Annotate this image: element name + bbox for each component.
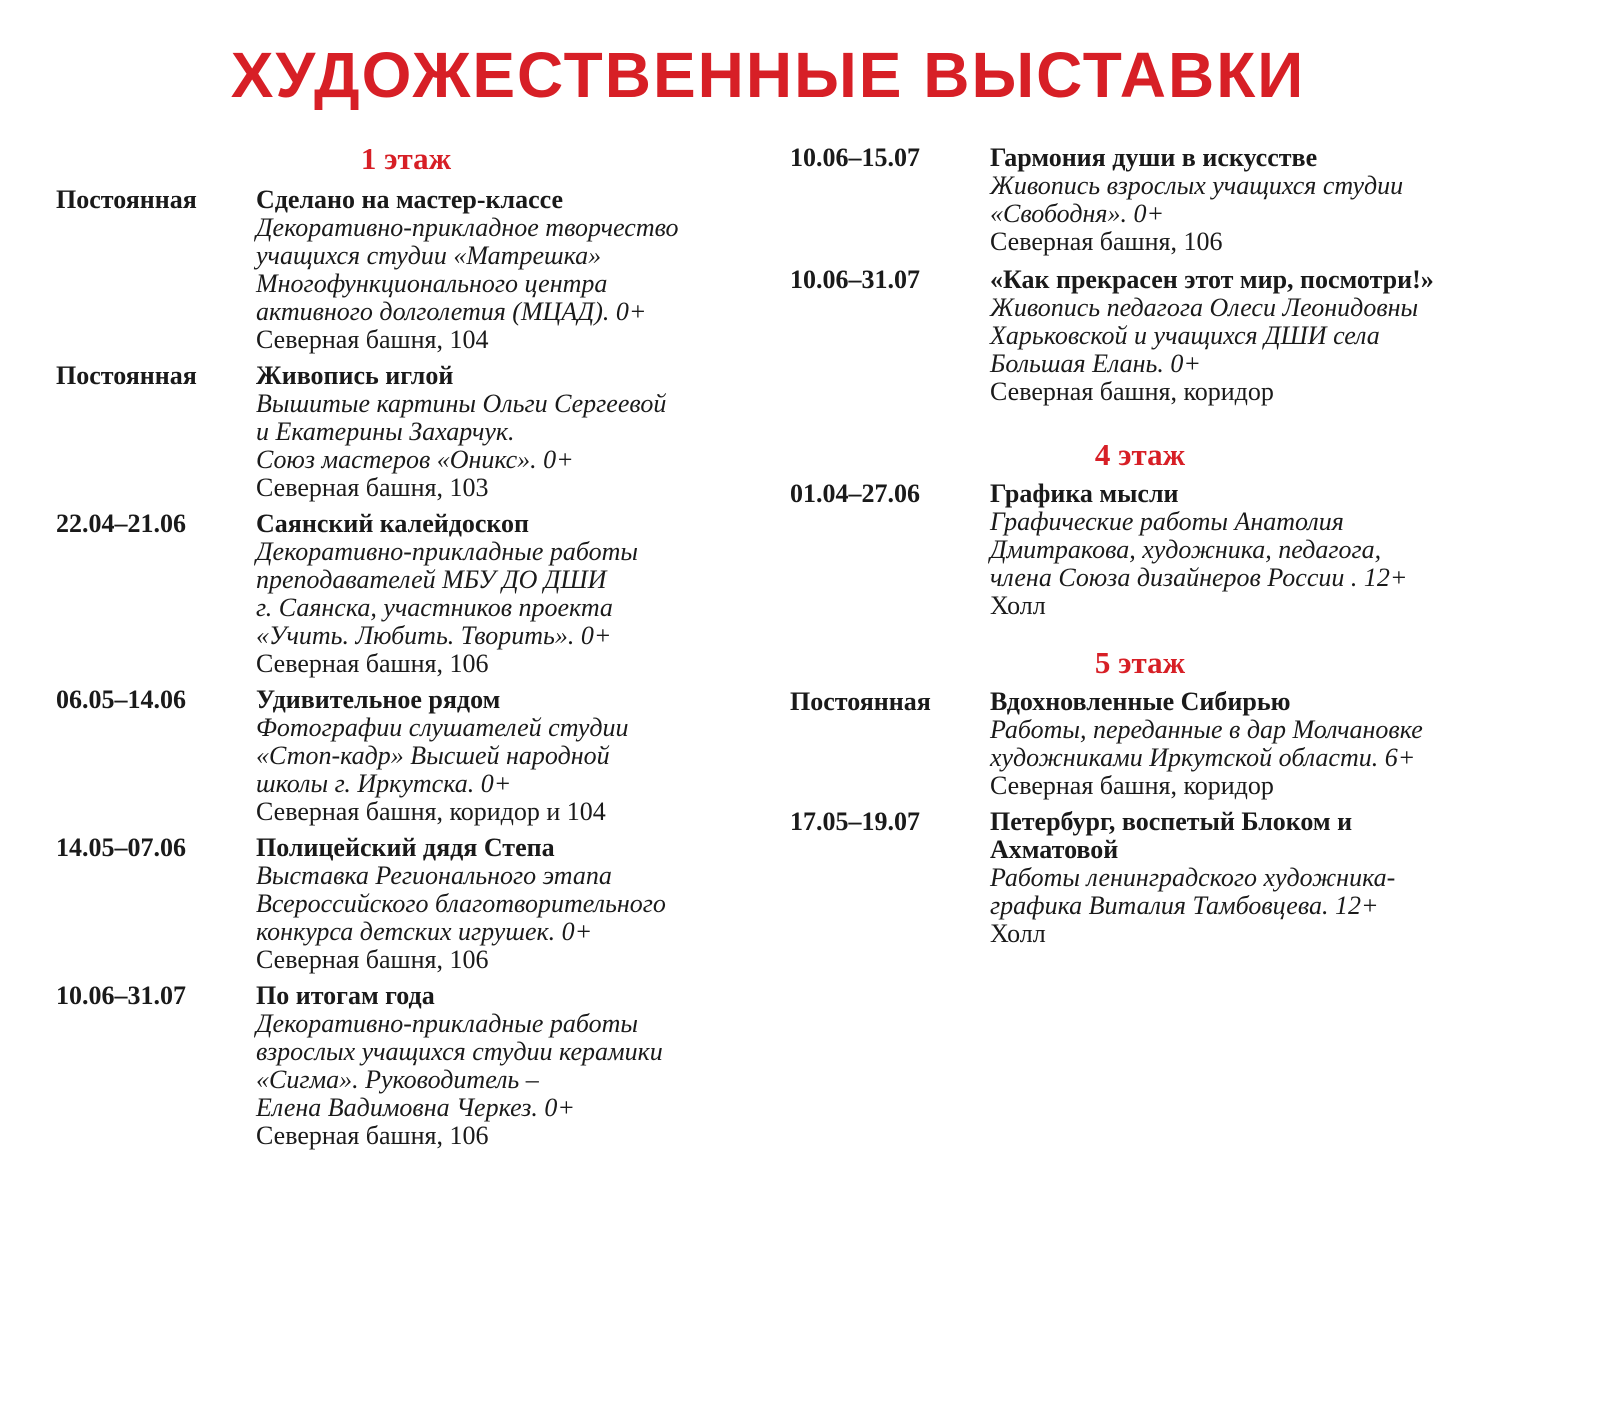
- exhibition-date: 06.05–14.06: [56, 685, 186, 714]
- right-column: [790, 140, 1580, 948]
- exhibition-location: Северная башня, коридор и 104: [256, 797, 606, 826]
- page-title: ХУДОЖЕСТВЕННЫЕ ВЫСТАВКИ: [230, 39, 1306, 111]
- exhibition-title: Полицейский дядя Степа: [256, 833, 555, 862]
- exhibition-title: Саянский калейдоскоп: [256, 509, 530, 538]
- exhibition-description: Живопись педагога Олеси Леонидовны Харьковской и учащихся ДШИ села Большая Елань. 0+: [990, 293, 1419, 378]
- exhibition-title: Вдохновленные Сибирью: [990, 687, 1291, 716]
- exhibition-date: 01.04–27.06: [790, 479, 920, 508]
- exhibition-description: Графические работы Анатолия Дмитракова, художника, педагога, члена Союза дизайнеров России . 12+: [990, 507, 1408, 592]
- exhibition-location: Северная башня, 106: [256, 945, 489, 974]
- exhibition-entry: [790, 688, 1580, 800]
- exhibition-entry: [56, 982, 756, 1150]
- exhibition-description: Выставка Регионального этапа Всероссийского благотворительного конкурса детских игрушек. 0+: [256, 861, 666, 946]
- exhibition-entry: [56, 686, 756, 826]
- exhibition-location: Северная башня, 106: [256, 649, 489, 678]
- floor-1-heading: 1 этаж: [360, 141, 452, 176]
- exhibition-description: Вышитые картины Ольги Сергеевой и Екатерины Захарчук. Союз мастеров «Оникс». 0+: [256, 389, 667, 474]
- exhibition-title: По итогам года: [256, 981, 435, 1010]
- exhibition-date: Постоянная: [790, 687, 931, 716]
- exhibition-location: Северная башня, 106: [990, 227, 1223, 256]
- exhibition-title: «Как прекрасен этот мир, посмотри!»: [990, 265, 1434, 294]
- left-column: [56, 140, 756, 1150]
- exhibition-title: Гармония души в искусстве: [990, 143, 1318, 172]
- exhibition-title: Удивительное рядом: [256, 685, 501, 714]
- floor-5-heading: 5 этаж: [1094, 645, 1186, 680]
- exhibition-entry: [790, 144, 1580, 256]
- exhibition-description: Живопись взрослых учащихся студии «Свободня». 0+: [990, 171, 1404, 228]
- exhibition-date: Постоянная: [56, 361, 197, 390]
- exhibition-date: 10.06–31.07: [56, 981, 186, 1010]
- exhibition-date: 10.06–15.07: [790, 143, 920, 172]
- exhibition-date: 10.06–31.07: [790, 265, 920, 294]
- exhibition-location: Северная башня, 106: [256, 1121, 489, 1150]
- exhibition-location: Северная башня, 104: [256, 325, 489, 354]
- exhibition-title: Петербург, воспетый Блоком и Ахматовой: [990, 807, 1353, 864]
- exhibition-entry: [790, 808, 1580, 948]
- exhibition-entry: [790, 480, 1580, 620]
- floor-4-heading: 4 этаж: [1094, 437, 1186, 472]
- exhibition-entry: [790, 266, 1580, 406]
- exhibition-date: 22.04–21.06: [56, 509, 186, 538]
- exhibition-location: Северная башня, коридор: [990, 377, 1274, 406]
- exhibition-entry: [56, 362, 756, 502]
- exhibition-date: Постоянная: [56, 185, 197, 214]
- exhibition-description: Работы, переданные в дар Молчановке художниками Иркутской области. 6+: [990, 715, 1423, 772]
- exhibition-date: 14.05–07.06: [56, 833, 186, 862]
- exhibition-entry: [56, 186, 756, 354]
- exhibition-entry: [56, 834, 756, 974]
- exhibition-title: Живопись иглой: [256, 361, 454, 390]
- exhibition-entry: [56, 510, 756, 678]
- exhibition-title: Графика мысли: [990, 479, 1179, 508]
- exhibition-description: Декоративно-прикладные работы взрослых учащихся студии керамики «Сигма». Руководитель – Елена Вадимовна Черкез. 0+: [256, 1009, 663, 1122]
- exhibition-location: Северная башня, коридор: [990, 771, 1274, 800]
- exhibition-title: Сделано на мастер-классе: [256, 185, 564, 214]
- exhibition-location: Холл: [990, 919, 1046, 948]
- exhibition-description: Фотографии слушателей студии «Стоп-кадр» Высшей народной школы г. Иркутска. 0+: [256, 713, 629, 798]
- exhibition-description: Декоративно-прикладное творчество учащихся студии «Матрешка» Многофункционального центра активного долголетия (МЦАД). 0+: [256, 213, 679, 326]
- exhibition-location: Северная башня, 103: [256, 473, 489, 502]
- exhibition-location: Холл: [990, 591, 1046, 620]
- exhibition-description: Декоративно-прикладные работы преподавателей МБУ ДО ДШИ г. Саянска, участников проекта «Учить. Любить. Творить». 0+: [256, 537, 639, 650]
- exhibition-description: Работы ленинградского художника- графика Виталия Тамбовцева. 12+: [990, 863, 1396, 920]
- exhibition-date: 17.05–19.07: [790, 807, 920, 836]
